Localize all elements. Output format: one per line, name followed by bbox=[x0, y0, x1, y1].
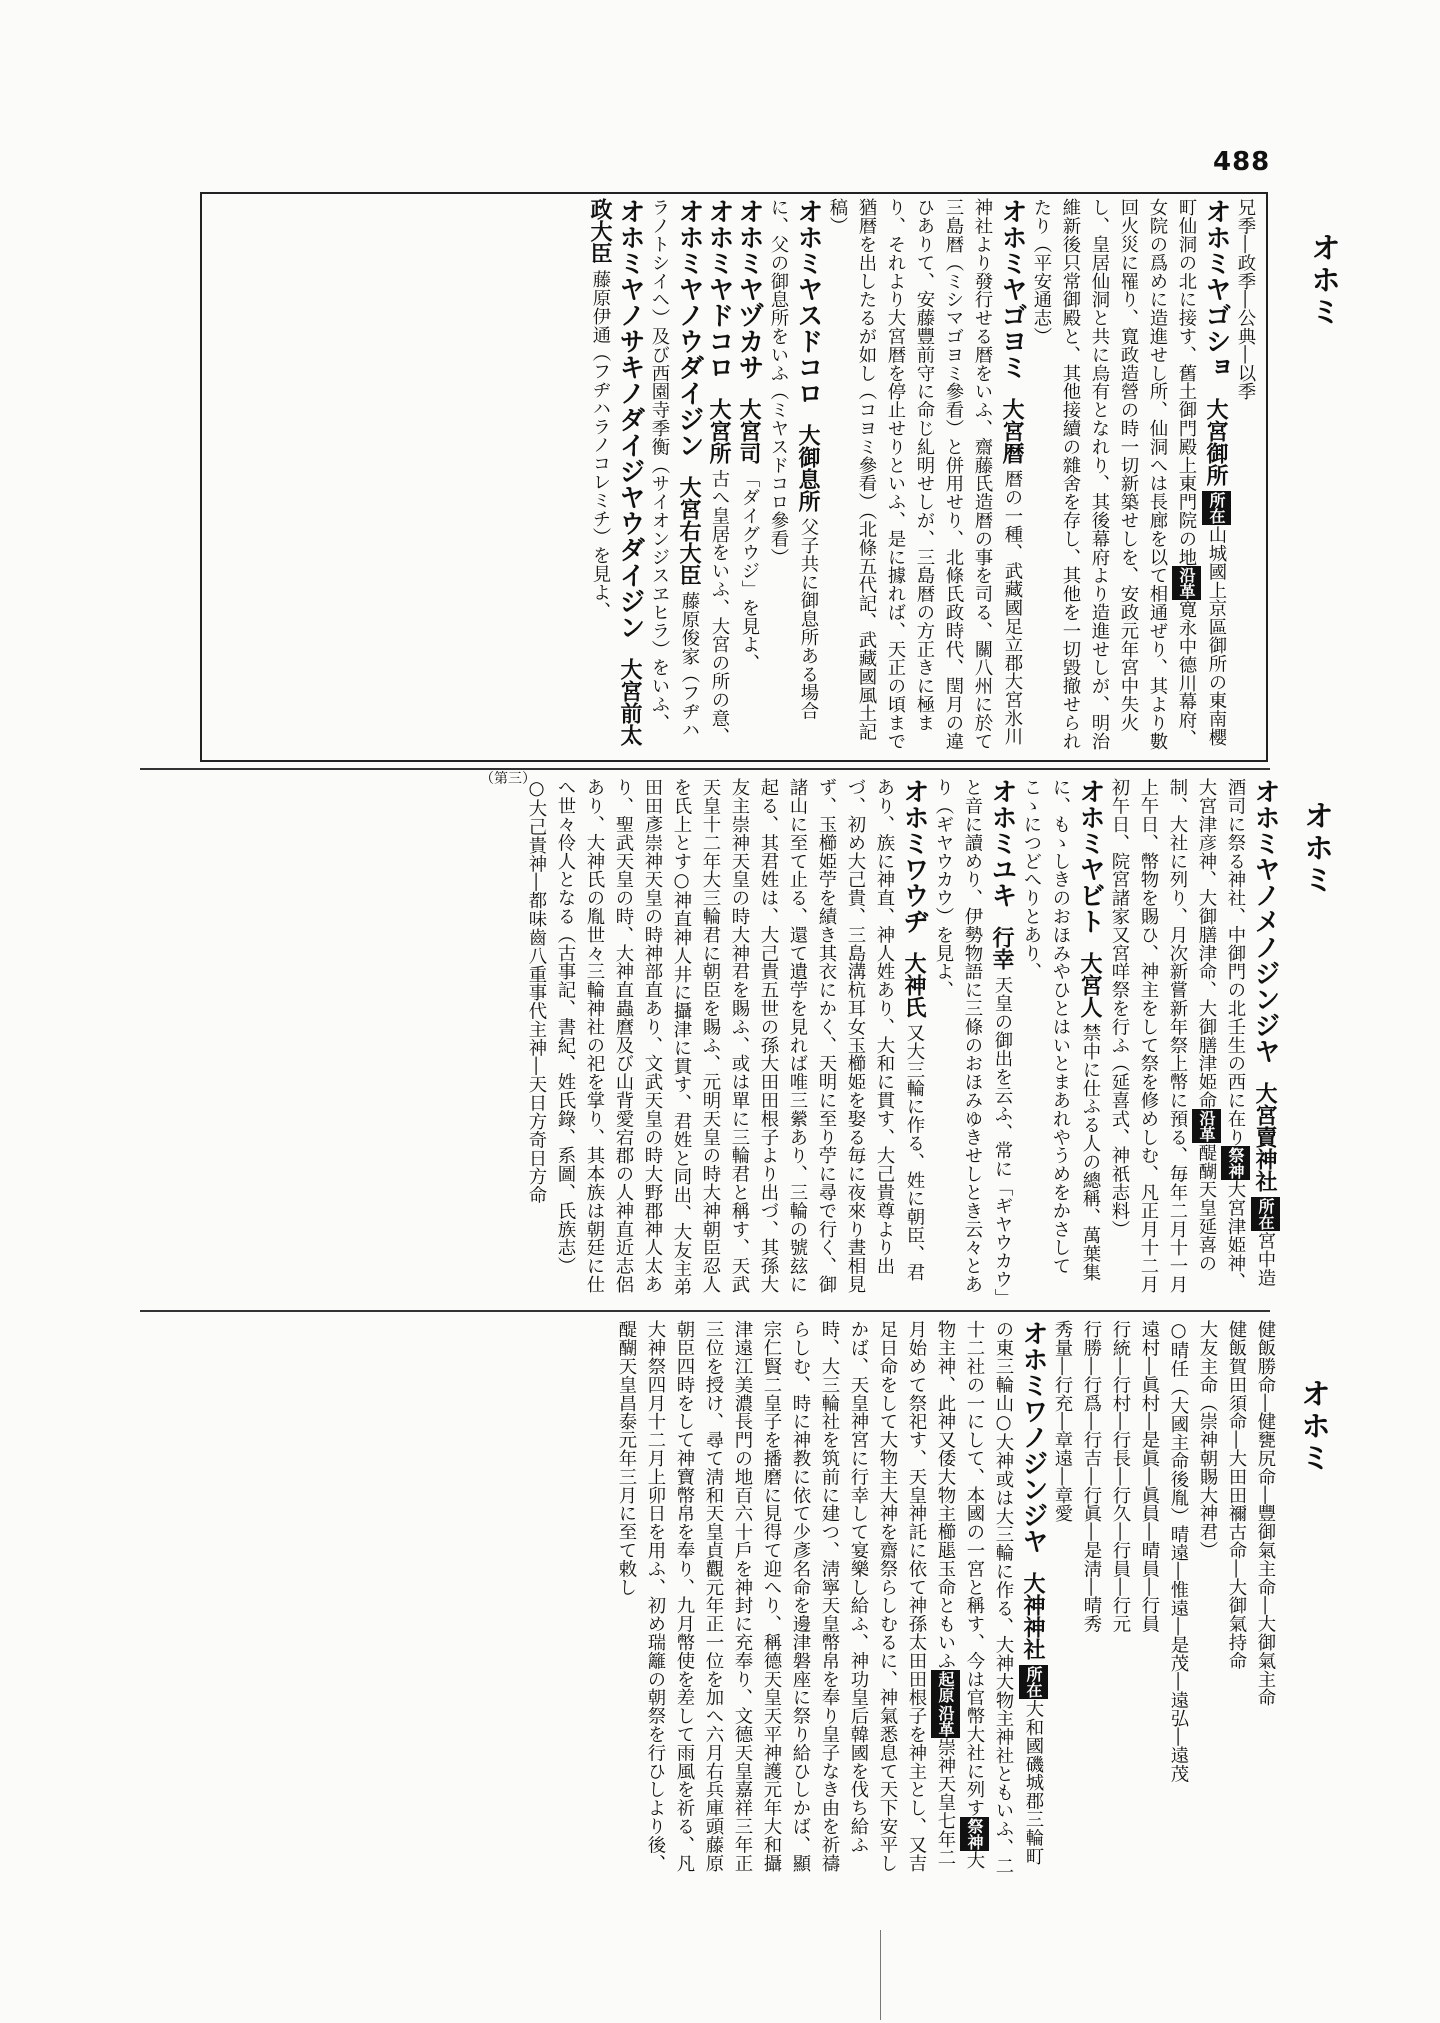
section-caption: （第三） bbox=[480, 771, 536, 787]
entry-title: 大御息所 bbox=[795, 423, 821, 512]
entry-title: 大宮前太政大臣 bbox=[587, 198, 643, 746]
deity-tag: 祭神 bbox=[960, 1817, 989, 1851]
headword: オホミヤビト bbox=[1075, 778, 1105, 934]
entry-title: 行幸 bbox=[989, 925, 1015, 970]
upper-section-text bbox=[206, 198, 1260, 754]
section-divider-upper bbox=[140, 768, 1270, 770]
entry-ohomiya-dzukasa: オホミヤヅカサ大宮司 「ダイグウジ」を見よ、 bbox=[734, 198, 764, 672]
entry-title: 大宮人 bbox=[1077, 951, 1103, 1018]
entry-ohomiya-bito: オホミヤビト大宮人 禁中に仕ふる人の總稱、萬葉集に、もゝしきのおほみやひとはいとまあれやうめをかさしてこゝにつどへりとあり、 bbox=[1021, 778, 1105, 1282]
entry-ohomiya-no-me-no-jinja: オホミヤノメノジンジヤ大宮賣神社 所在宮中造酒司に祭る神社、中御門の北壬生の西に在り祭神大宮津姫神、大宮津彦神、大御膳津命、大御膳津姫命沿革醍醐天皇延喜の制、大社に列り、月次新嘗新年祭上幣に預る、毎年二月十一月上午日、幣物を賜ひ、神主をして祭を修めしむ、凡正月十二月初午日、院宮諸家又宮咩祭を行ふ（延喜式、神祇志料） bbox=[1109, 778, 1280, 1294]
entry-ohomiya-sudokoro: オホミヤスドコロ大御息所 父子共に御息所ある場合に、父の御息所をいふ（ミヤスドコロ參看） bbox=[768, 198, 823, 720]
headword: オホミヤスドコロ bbox=[793, 198, 823, 406]
page-number: 488 bbox=[1213, 147, 1271, 177]
location-tag: 所在 bbox=[1251, 1197, 1280, 1231]
headword: オホミヤノウダイジン bbox=[674, 198, 704, 458]
entry-ohomiya-dokoro: オホミヤドコロ大宮所 古へ皇居をいふ、大宮の所の意、 bbox=[704, 198, 734, 746]
entry-title: 大神神社 bbox=[1020, 1571, 1046, 1660]
history-tag: 沿革 bbox=[1192, 1109, 1221, 1143]
location-tag: 所在 bbox=[1019, 1665, 1048, 1699]
origin-tag: 起原 bbox=[931, 1670, 960, 1704]
history-tag: 沿革 bbox=[1172, 566, 1201, 600]
genealogy-table: 健飯勝命―健甕尻命―豐御氣主命―大御氣主命 健飯賀田須命―大田田禰古命―大御氣持命 大友主命（崇神朝賜大神君） ○晴任（大國主命後胤）晴遠―惟遠―是茂―遠弘―遠茂 遠村―眞村―是眞―眞員―晴員―行員 行統―行村―行長―行久―行員―行元 行勝―行爲―行吉―行眞―是淸―晴秀 秀量―行充―章遠―章愛 bbox=[1052, 1320, 1276, 1783]
entry-title: 大宮暦 bbox=[999, 397, 1025, 464]
header-index-word-middle: オホミ bbox=[1298, 800, 1333, 896]
entry-ohomiwa-no-jinja: オホミワノジンジヤ大神神社 所在大和國磯城郡三輪町の東三輪山○大神或は大三輪に作る、大神大物主神社ともいふ、二十二社の一にして、本國の一宮と稱す、今は官幣大社に列す祭神大物主神、此神又倭大物主櫛𤭖玉命ともいふ起原沿革崇神天皇七年二月始めて祭祀す、天皇神託に依て神孫太田田根子を神主とし、又吉足日命をして大物主大神を齋祭らしむるに、神氣悉息て天下安平しかば、天皇神宮に行幸して宴樂し給ふ、神功皇后韓國を伐ち給ふ時、大三輪社を筑前に建つ、淸寧天皇幣帛を奉り皇子なき由を祈禱らしむ、時に神教に依て少彥名命を邊津磐座に祭り給ひしかば、顯宗仁賢二皇子を播磨に見得て迎へり、稱德天皇天平神護元年大和攝津遠江美濃長門の地百六十戶を神封に充奉り、文德天皇嘉祥三年正三位を授け、尋て淸和天皇貞觀元年正一位を加へ六月右兵庫頭藤原朝臣四時をして神寶幣帛を奉り、九月幣使を差して雨風を祈る、凡大神祭四月十二月上卯日を用ふ、初め瑞籬の朝祭を行ひしより後、醍醐天皇昌泰元年三月に至て敕し bbox=[616, 1320, 1048, 1875]
history-tag: 沿革 bbox=[931, 1704, 960, 1738]
entry-ohomiya-goyomi: オホミヤゴヨミ大宮暦 暦の一種、武藏國足立郡大宮氷川神社より發行せる暦をいふ、齋藤氏造暦の事を司る、關八州に於て三島暦（ミシマゴヨミ參看）と併用せり、北條氏政時代、閏月の違ひありて、安藤豐前守に命じ糺明せしが、三島暦の方正きに極まり、それより大宮暦を停止せりといふ、是に據れば、天正の頃まで猶暦を出したるが如し（コヨミ參看）（北條五代記、武藏國風土記稿） bbox=[827, 198, 1027, 750]
deity-tag: 祭神 bbox=[1221, 1146, 1250, 1180]
genealogy-line: ○大己貴神―都味齒八重事代主神―天日方奇日方命 bbox=[526, 778, 547, 1204]
middle-section-text bbox=[140, 778, 1280, 1298]
entry-ohomiya-no-udaijin: オホミヤノウダイジン大宮右大臣 藤原俊家（フヂハラノトシイヘ）及び西園寺季衡（サイオンジスヱヒラ）をいふ、 bbox=[649, 198, 704, 739]
headword: オホミヤヅカサ bbox=[734, 198, 764, 380]
entry-title: 大宮御所 bbox=[1203, 397, 1229, 486]
location-tag: 所在 bbox=[1202, 491, 1231, 525]
headword: オホミワウヂ bbox=[899, 778, 929, 934]
header-index-word-bottom: オホミ bbox=[1295, 1378, 1330, 1474]
header-index-word-top: オホミ bbox=[1305, 232, 1340, 328]
scan-edge-line bbox=[880, 1930, 881, 2020]
headword: オホミヤノメノジンジヤ bbox=[1250, 778, 1280, 1064]
section-divider-lower bbox=[140, 1310, 1270, 1312]
entry-title: 大宮司 bbox=[736, 397, 762, 464]
lower-section-text bbox=[140, 1320, 1280, 1880]
entry-title: 大宮右大臣 bbox=[676, 475, 702, 586]
lineage-fragment: 兄季―政季―公典―以季 bbox=[1235, 198, 1256, 401]
headword: オホミヤゴヨミ bbox=[997, 198, 1027, 380]
entry-title: 大神氏 bbox=[901, 951, 927, 1018]
headword: オホミヤゴショ bbox=[1201, 198, 1231, 380]
entry-ohomiya-gosho: オホミヤゴショ大宮御所 所在山城國上京區御所の東南櫻町仙洞の北に接す、舊土御門殿上東門院の地沿革寛永中德川幕府、女院の爲めに造進せし所、仙洞へは長廊を以て相通ぜり、其より數回火災に罹り、寬政造營の時一切新築せしを、安政元年宮中失火し、皇居仙洞と共に烏有となれり、其後幕府より造進せしが、明治維新後只常御殿と、其他接續の雜舍を存し、其他を一切毀撤せられたり（平安通志） bbox=[1031, 198, 1231, 750]
headword: オホミヤノサキノダイジヤウダイジン bbox=[615, 198, 645, 640]
entry-ohomiwa-uji: オホミワウヂ大神氏 又大三輪に作る、姓に朝臣、君あり、族に神直、神人姓あり、大和に貫す、大己貴尊より出づ、初め大己貴、三島溝杭耳女玉櫛姫を娶る毎に夜來り晝相見ず、玉櫛姫苧を績き其衣にかく、天明に至り苧に尋で行く、御諸山に至て止る、還て遺苧を見れば唯三縈あり、三輪の號玆に起る、其君姓は、大己貴五世の孫大田田根子より出づ、其孫大友主崇神天皇の時大神君を賜ふ、或は單に三輪君と稱す、天武天皇十二年大三輪君に朝臣を賜ふ、元明天皇の時大神朝臣忍人を氏上とす○神直神人井に攝津に貫す、君姓と同出、大友主弟田田彥崇神天皇の時神部直あり、文武天皇の時大野郡神人太あり、聖武天皇の時、大神直蟲麿及び山背愛宕郡の人神直近志侶あり、大神氏の胤世々三輪神社の祀を掌り、其本族は朝廷に仕へ世々伶人となる（古事記、書紀、姓氏錄、系圖、氏族志） ○大己貴神―都味齒八重事代主神―天日方奇日方命 bbox=[522, 778, 929, 1298]
entry-title: 大宮賣神社 bbox=[1252, 1081, 1278, 1192]
headword: オホミワノジンジヤ bbox=[1018, 1320, 1048, 1554]
headword: オホミヤドコロ bbox=[704, 198, 734, 380]
entry-ohomiyuki: オホミユキ行幸 天皇の御出を云ふ、常に「ギヤウカウ」と音に讀めり、伊勢物語に三條のおほみゆきせしとき云々とあり（ギヤウカウ）を見よ、 bbox=[933, 778, 1017, 1298]
entry-title: 大宮所 bbox=[706, 397, 732, 464]
headword: オホミユキ bbox=[987, 778, 1017, 908]
entry-ohomiya-no-saki-no-daijou-daijin: オホミヤノサキノダイジヤウダイジン大宮前太政大臣 藤原伊通（フヂハラノコレミチ）を見よ、 bbox=[587, 198, 645, 746]
